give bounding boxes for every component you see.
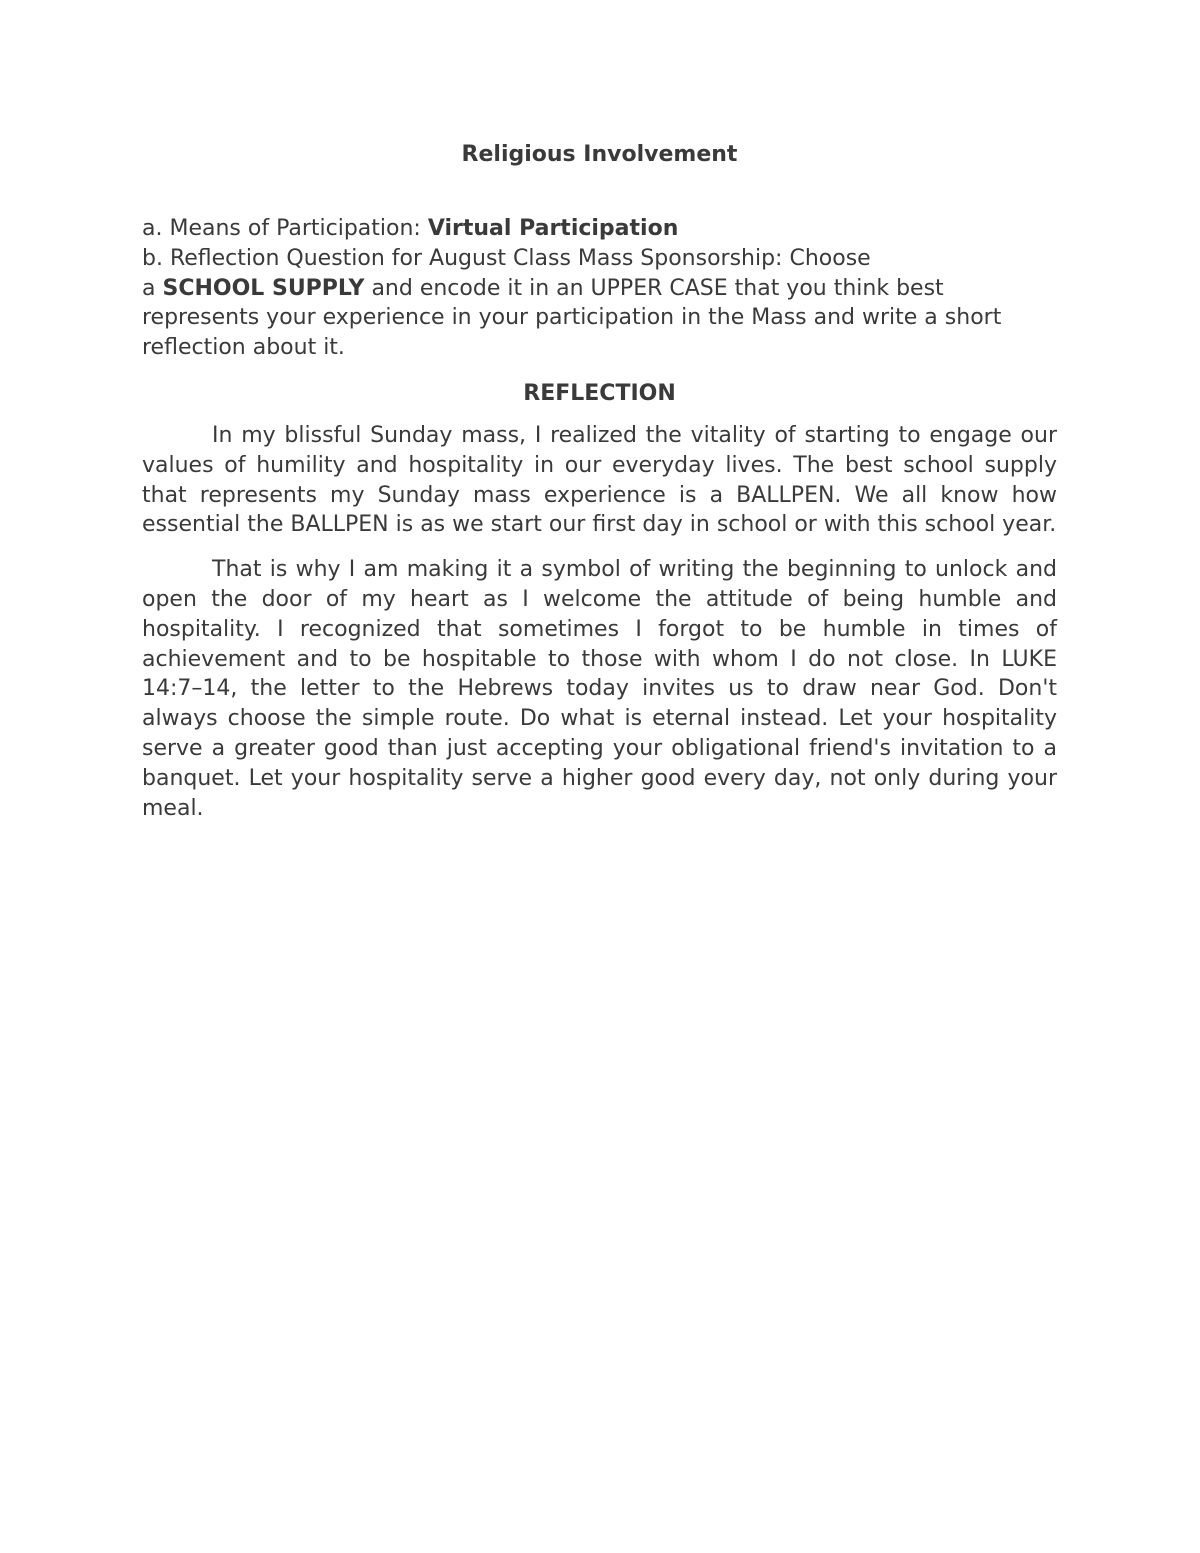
question-block [142, 214, 1057, 363]
reflection-paragraph-1: In my blissful Sunday mass, I realized the vitality of starting to engage our values of humility and hospitality in our everyday lives. The best school supply that represents my Sunday mass experience is a BALLPEN. We all know how essential the BALLPEN is as we start our first day in school or with this school year. [142, 422, 1057, 538]
question-a-value: Virtual Participation [427, 216, 679, 241]
question-b-prefix: a [142, 275, 163, 301]
question-b-line1: b. Reflection Question for August Class Mass Sponsorship: Choose [142, 245, 871, 271]
question-a [142, 214, 1057, 244]
question-b-body [142, 274, 1057, 363]
question-b-rest: and encode it in an UPPER CASE that you think best represents your experience in your participation in the Mass and write a short reflection about it. [142, 275, 1002, 361]
document-title: Religious Involvement [461, 142, 738, 167]
reflection-heading: REFLECTION [523, 380, 676, 406]
reflection-paragraph-2: That is why I am making it a symbol of writing the beginning to unlock and open the door of my heart as I welcome the attitude of being humble and hospitality. I recognized that sometimes I forgot to be humble in times of achievement and to be hospitable to those with whom I do not close. In LUKE 14:7–14, the letter to the Hebrews today invites us to draw near God. Don't always choose the simple route. Do what is eternal instead. Let your hospitality serve a greater good than just accepting your obligational friend's invitation to a banquet. Let your hospitality serve a higher good every day, not only during your meal. [142, 557, 1057, 821]
document-body [142, 138, 1057, 823]
question-b-emphasis: SCHOOL SUPPLY [162, 275, 365, 301]
question-a-label: a. Means of Participation: [142, 216, 428, 241]
